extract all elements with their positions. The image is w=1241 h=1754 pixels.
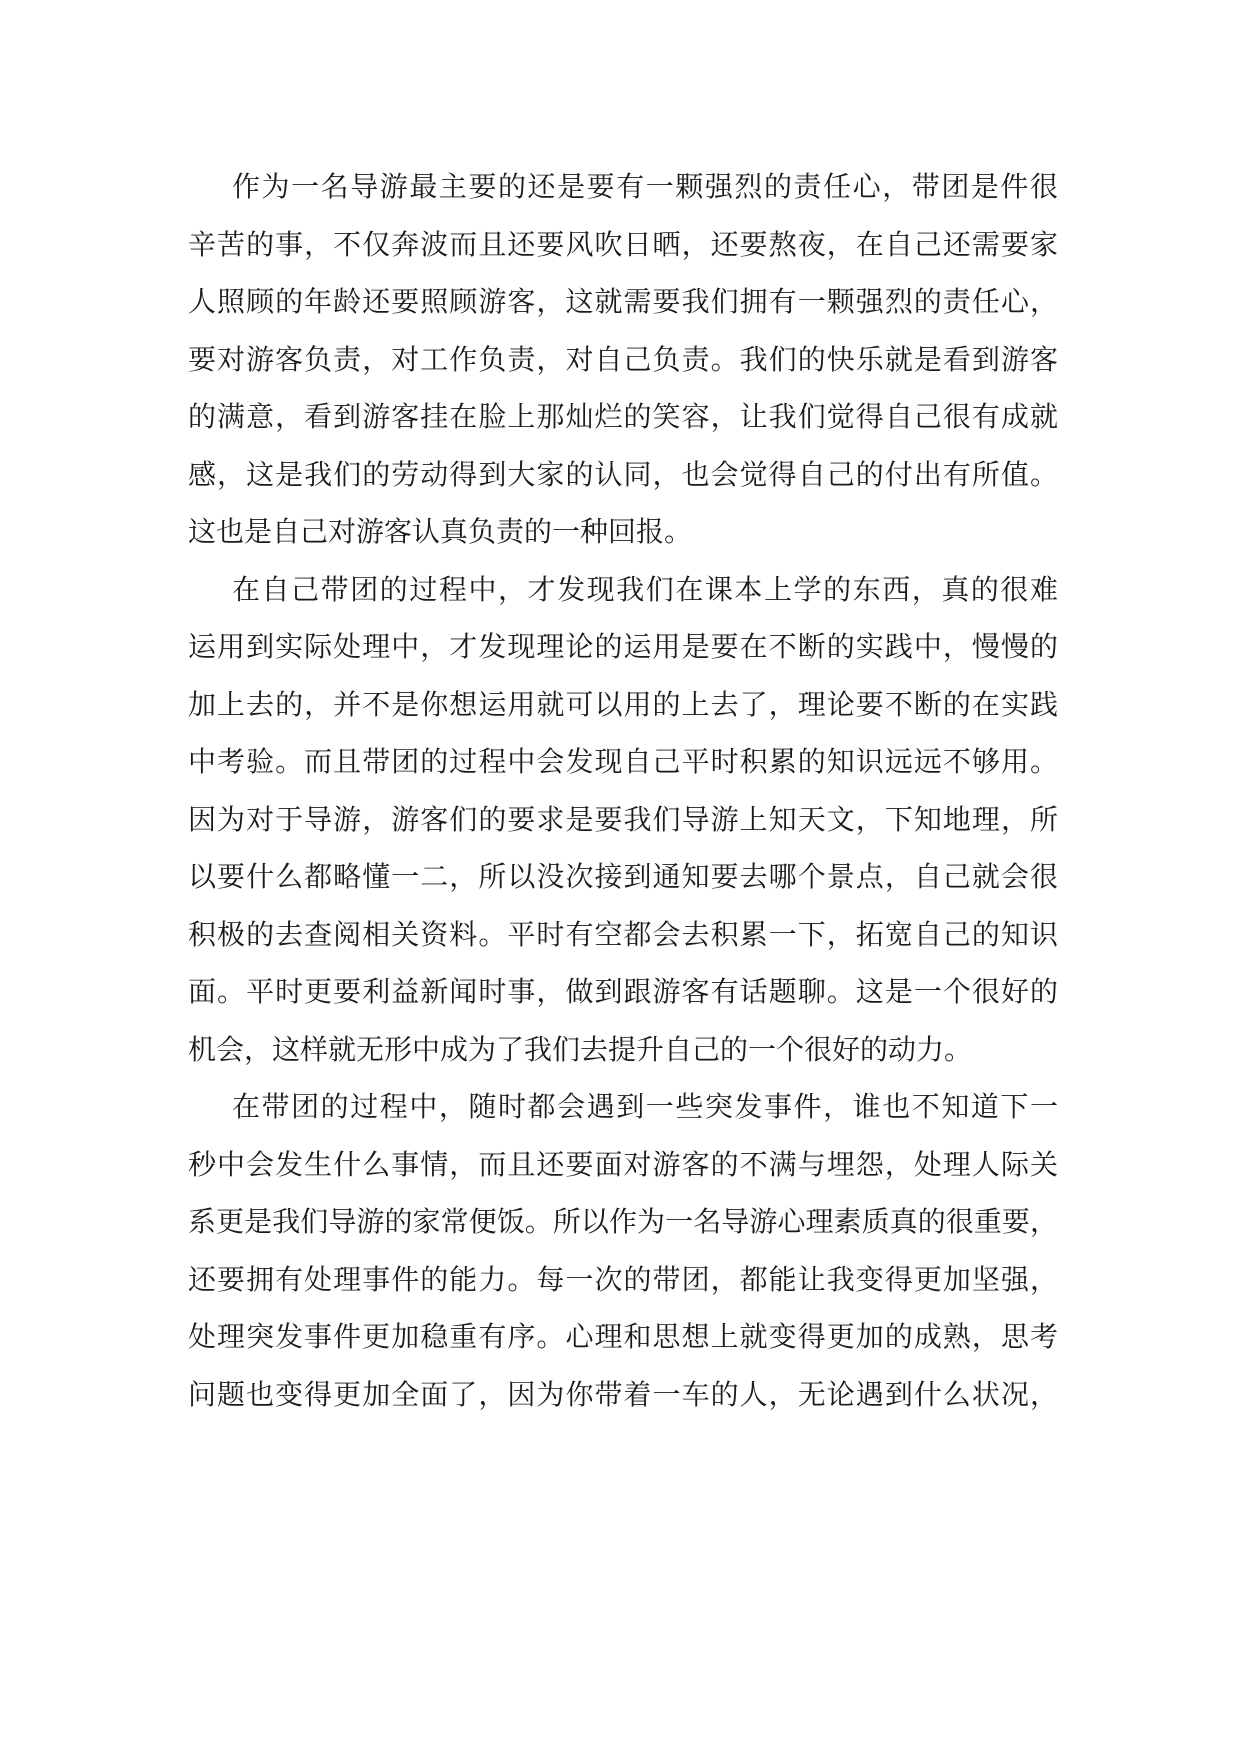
text-line: 秒中会发生什么事情，而且还要面对游客的不满与埋怨，处理人际关 bbox=[188, 1147, 1058, 1181]
text-line: 以要什么都略懂一二，所以没次接到通知要去哪个景点，自己就会很 bbox=[188, 860, 1058, 893]
text-line: 人照顾的年龄还要照顾游客，这就需要我们拥有一颗强烈的责任心， bbox=[188, 285, 1058, 318]
text-line: 的满意，看到游客挂在脸上那灿烂的笑容，让我们觉得自己很有成就 bbox=[188, 400, 1058, 433]
text-line: 中考验。而且带团的过程中会发现自己平时积累的知识远远不够用。 bbox=[188, 745, 1058, 778]
text-line: 系更是我们导游的家常便饭。所以作为一名导游心理素质真的很重要， bbox=[188, 1205, 1058, 1238]
text-line: 问题也变得更加全面了，因为你带着一车的人，无论遇到什么状况， bbox=[188, 1377, 1058, 1411]
text-line: 要对游客负责，对工作负责，对自己负责。我们的快乐就是看到游客 bbox=[188, 342, 1058, 376]
text-line: 感，这是我们的劳动得到大家的认同，也会觉得自己的付出有所值。 bbox=[188, 457, 1058, 491]
text-line: 在带团的过程中，随时都会遇到一些突发事件，谁也不知道下一 bbox=[232, 1090, 1058, 1123]
text-line: 面。平时更要利益新闻时事，做到跟游客有话题聊。这是一个很好的 bbox=[188, 975, 1058, 1008]
text-line: 在自己带团的过程中，才发现我们在课本上学的东西，真的很难 bbox=[232, 572, 1058, 606]
text-line: 处理突发事件更加稳重有序。心理和思想上就变得更加的成熟，思考 bbox=[188, 1320, 1058, 1353]
text-line: 因为对于导游，游客们的要求是要我们导游上知天文，下知地理，所 bbox=[188, 802, 1058, 836]
text-line: 作为一名导游最主要的还是要有一颗强烈的责任心，带团是件很 bbox=[232, 170, 1058, 203]
text-line: 运用到实际处理中，才发现理论的运用是要在不断的实践中，慢慢的 bbox=[188, 630, 1058, 663]
text-line: 辛苦的事，不仅奔波而且还要风吹日晒，还要熬夜，在自己还需要家 bbox=[188, 227, 1058, 261]
text-line: 机会，这样就无形中成为了我们去提升自己的一个很好的动力。 bbox=[188, 1032, 973, 1066]
text-line: 积极的去查阅相关资料。平时有空都会去积累一下，拓宽自己的知识 bbox=[188, 917, 1058, 951]
paragraph-practice bbox=[188, 561, 1058, 1079]
document-body bbox=[188, 158, 1058, 1423]
text-line: 还要拥有处理事件的能力。每一次的带团，都能让我变得更加坚强， bbox=[188, 1262, 1058, 1296]
paragraph-emergencies bbox=[188, 1078, 1058, 1423]
text-line: 这也是自己对游客认真负责的一种回报。 bbox=[188, 515, 693, 548]
paragraph-responsibility bbox=[188, 158, 1058, 561]
text-line: 加上去的，并不是你想运用就可以用的上去了，理论要不断的在实践 bbox=[188, 687, 1058, 721]
